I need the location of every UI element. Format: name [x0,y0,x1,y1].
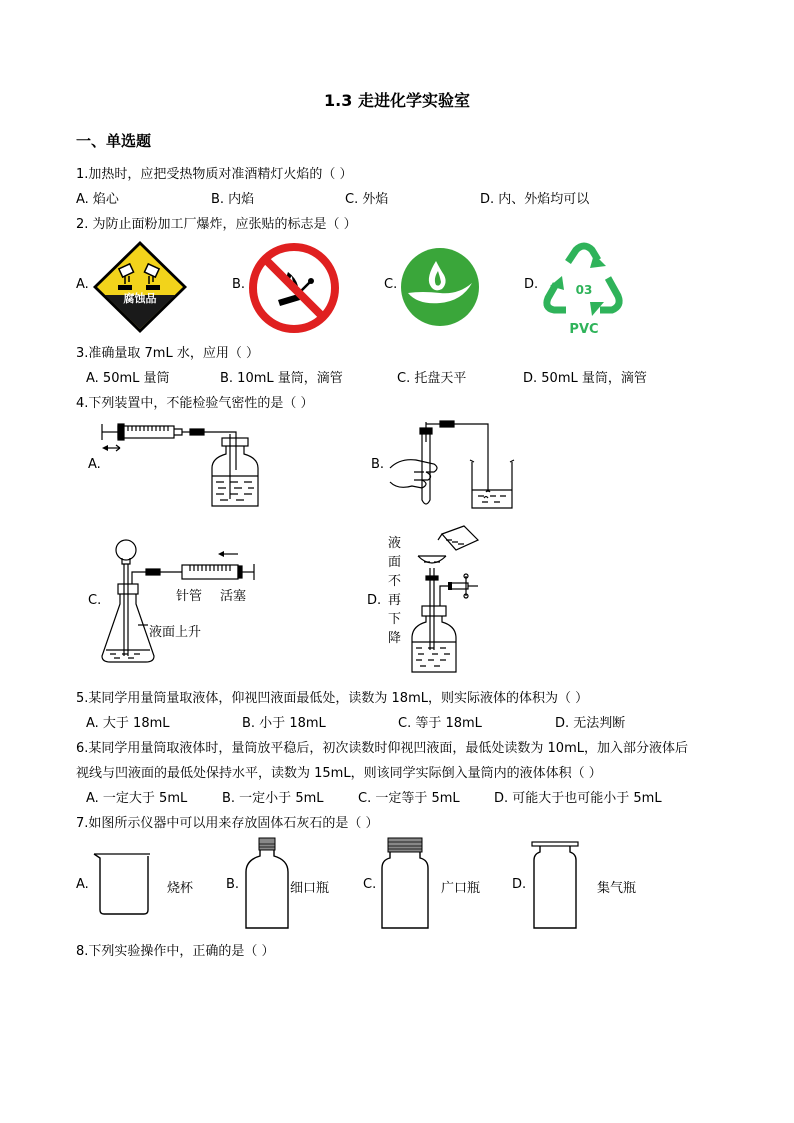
question-4-stem: 4.下列装置中，不能检验气密性的是（ ） [76,396,314,411]
q4-c-needle-label: 针管 [176,589,203,604]
q7-letter-d: D. [512,877,527,892]
q3-option-d: D. 50mL 量筒，滴管 [523,371,647,386]
q4-letter-c: C. [88,593,102,608]
q4-apparatus-a-figure [98,414,278,514]
narrow-mouth-bottle-figure [244,836,290,932]
q2-letter-b: B. [232,277,246,292]
water-conservation-sign-icon [400,247,480,327]
q1-option-a: A. 焰心 [76,192,119,207]
q4-c-level-label: 液面上升 [149,625,202,640]
corrosive-sign-icon [92,240,188,334]
q5-option-d: D. 无法判断 [555,716,626,731]
q1-option-d: D. 内、外焰均可以 [480,192,590,207]
question-6-stem-line2: 视线与凹液面的最低处保持水平，读数为 15mL，则该同学实际倒入量筒内的液体体积（ ） [76,766,602,781]
question-8-stem: 8.下列实验操作中，正确的是（ ） [76,944,275,959]
q5-option-c: C. 等于 18mL [398,716,482,731]
q3-option-b: B. 10mL 量筒，滴管 [220,371,343,386]
q6-option-c: C. 一定等于 5mL [358,791,460,806]
q6-option-d: D. 可能大于也可能小于 5mL [494,791,662,806]
q1-option-c: C. 外焰 [345,192,389,207]
beaker-figure [92,850,154,916]
q5-option-a: A. 大于 18mL [86,716,170,731]
q2-letter-d: D. [524,277,539,292]
q7-letter-b: B. [226,877,240,892]
q3-option-c: C. 托盘天平 [397,371,467,386]
q7-name-b: 细口瓶 [290,881,330,896]
q4-letter-d: D. [367,593,382,608]
q7-name-a: 烧杯 [167,881,194,896]
q7-letter-c: C. [363,877,377,892]
section-heading: 一、单选题 [76,132,152,150]
q4-d-vertical-label: 液面不再下降 [388,536,402,646]
question-6-stem-line1: 6.某同学用量筒取液体时，量筒放平稳后，初次读数时仰视凹液面，最低处读数为 10mL，加入部分液体后 [76,741,688,756]
q1-option-b: B. 内焰 [211,192,255,207]
recycle-pvc-sign-icon [538,240,630,338]
q2-letter-a: A. [76,277,89,292]
question-1-stem: 1.加热时，应把受热物质对准酒精灯火焰的（ ） [76,167,353,182]
q4-c-piston-label: 活塞 [220,589,247,604]
wide-mouth-bottle-figure [380,836,430,932]
q5-option-b: B. 小于 18mL [242,716,326,731]
q7-name-d: 集气瓶 [597,881,637,896]
recycle-sign-number: 03 [575,283,593,297]
q4-letter-b: B. [371,457,385,472]
question-3-stem: 3.准确量取 7mL 水，应用（ ） [76,346,259,361]
q2-letter-c: C. [384,277,398,292]
q4-apparatus-b-figure [384,420,534,515]
q4-apparatus-d-figure [404,520,494,675]
corrosive-sign-text: 腐蚀品 [123,292,157,305]
q4-letter-a: A. [88,457,101,472]
recycle-sign-text: PVC [569,322,599,337]
q3-option-a: A. 50mL 量筒 [86,371,170,386]
no-fire-sign-icon [248,242,340,334]
gas-collecting-bottle-figure [530,840,580,932]
question-7-stem: 7.如图所示仪器中可以用来存放固体石灰石的是（ ） [76,816,379,831]
question-2-stem: 2. 为防止面粉加工厂爆炸，应张贴的标志是（ ） [76,217,357,232]
q7-name-c: 广口瓶 [441,881,481,896]
q6-option-b: B. 一定小于 5mL [222,791,324,806]
question-5-stem: 5.某同学用量筒量取液体，仰视凹液面最低处，读数为 18mL，则实际液体的体积为（ ） [76,691,589,706]
q7-letter-a: A. [76,877,89,892]
q6-option-a: A. 一定大于 5mL [86,791,188,806]
page-title: 1.3 走进化学实验室 [324,91,470,110]
